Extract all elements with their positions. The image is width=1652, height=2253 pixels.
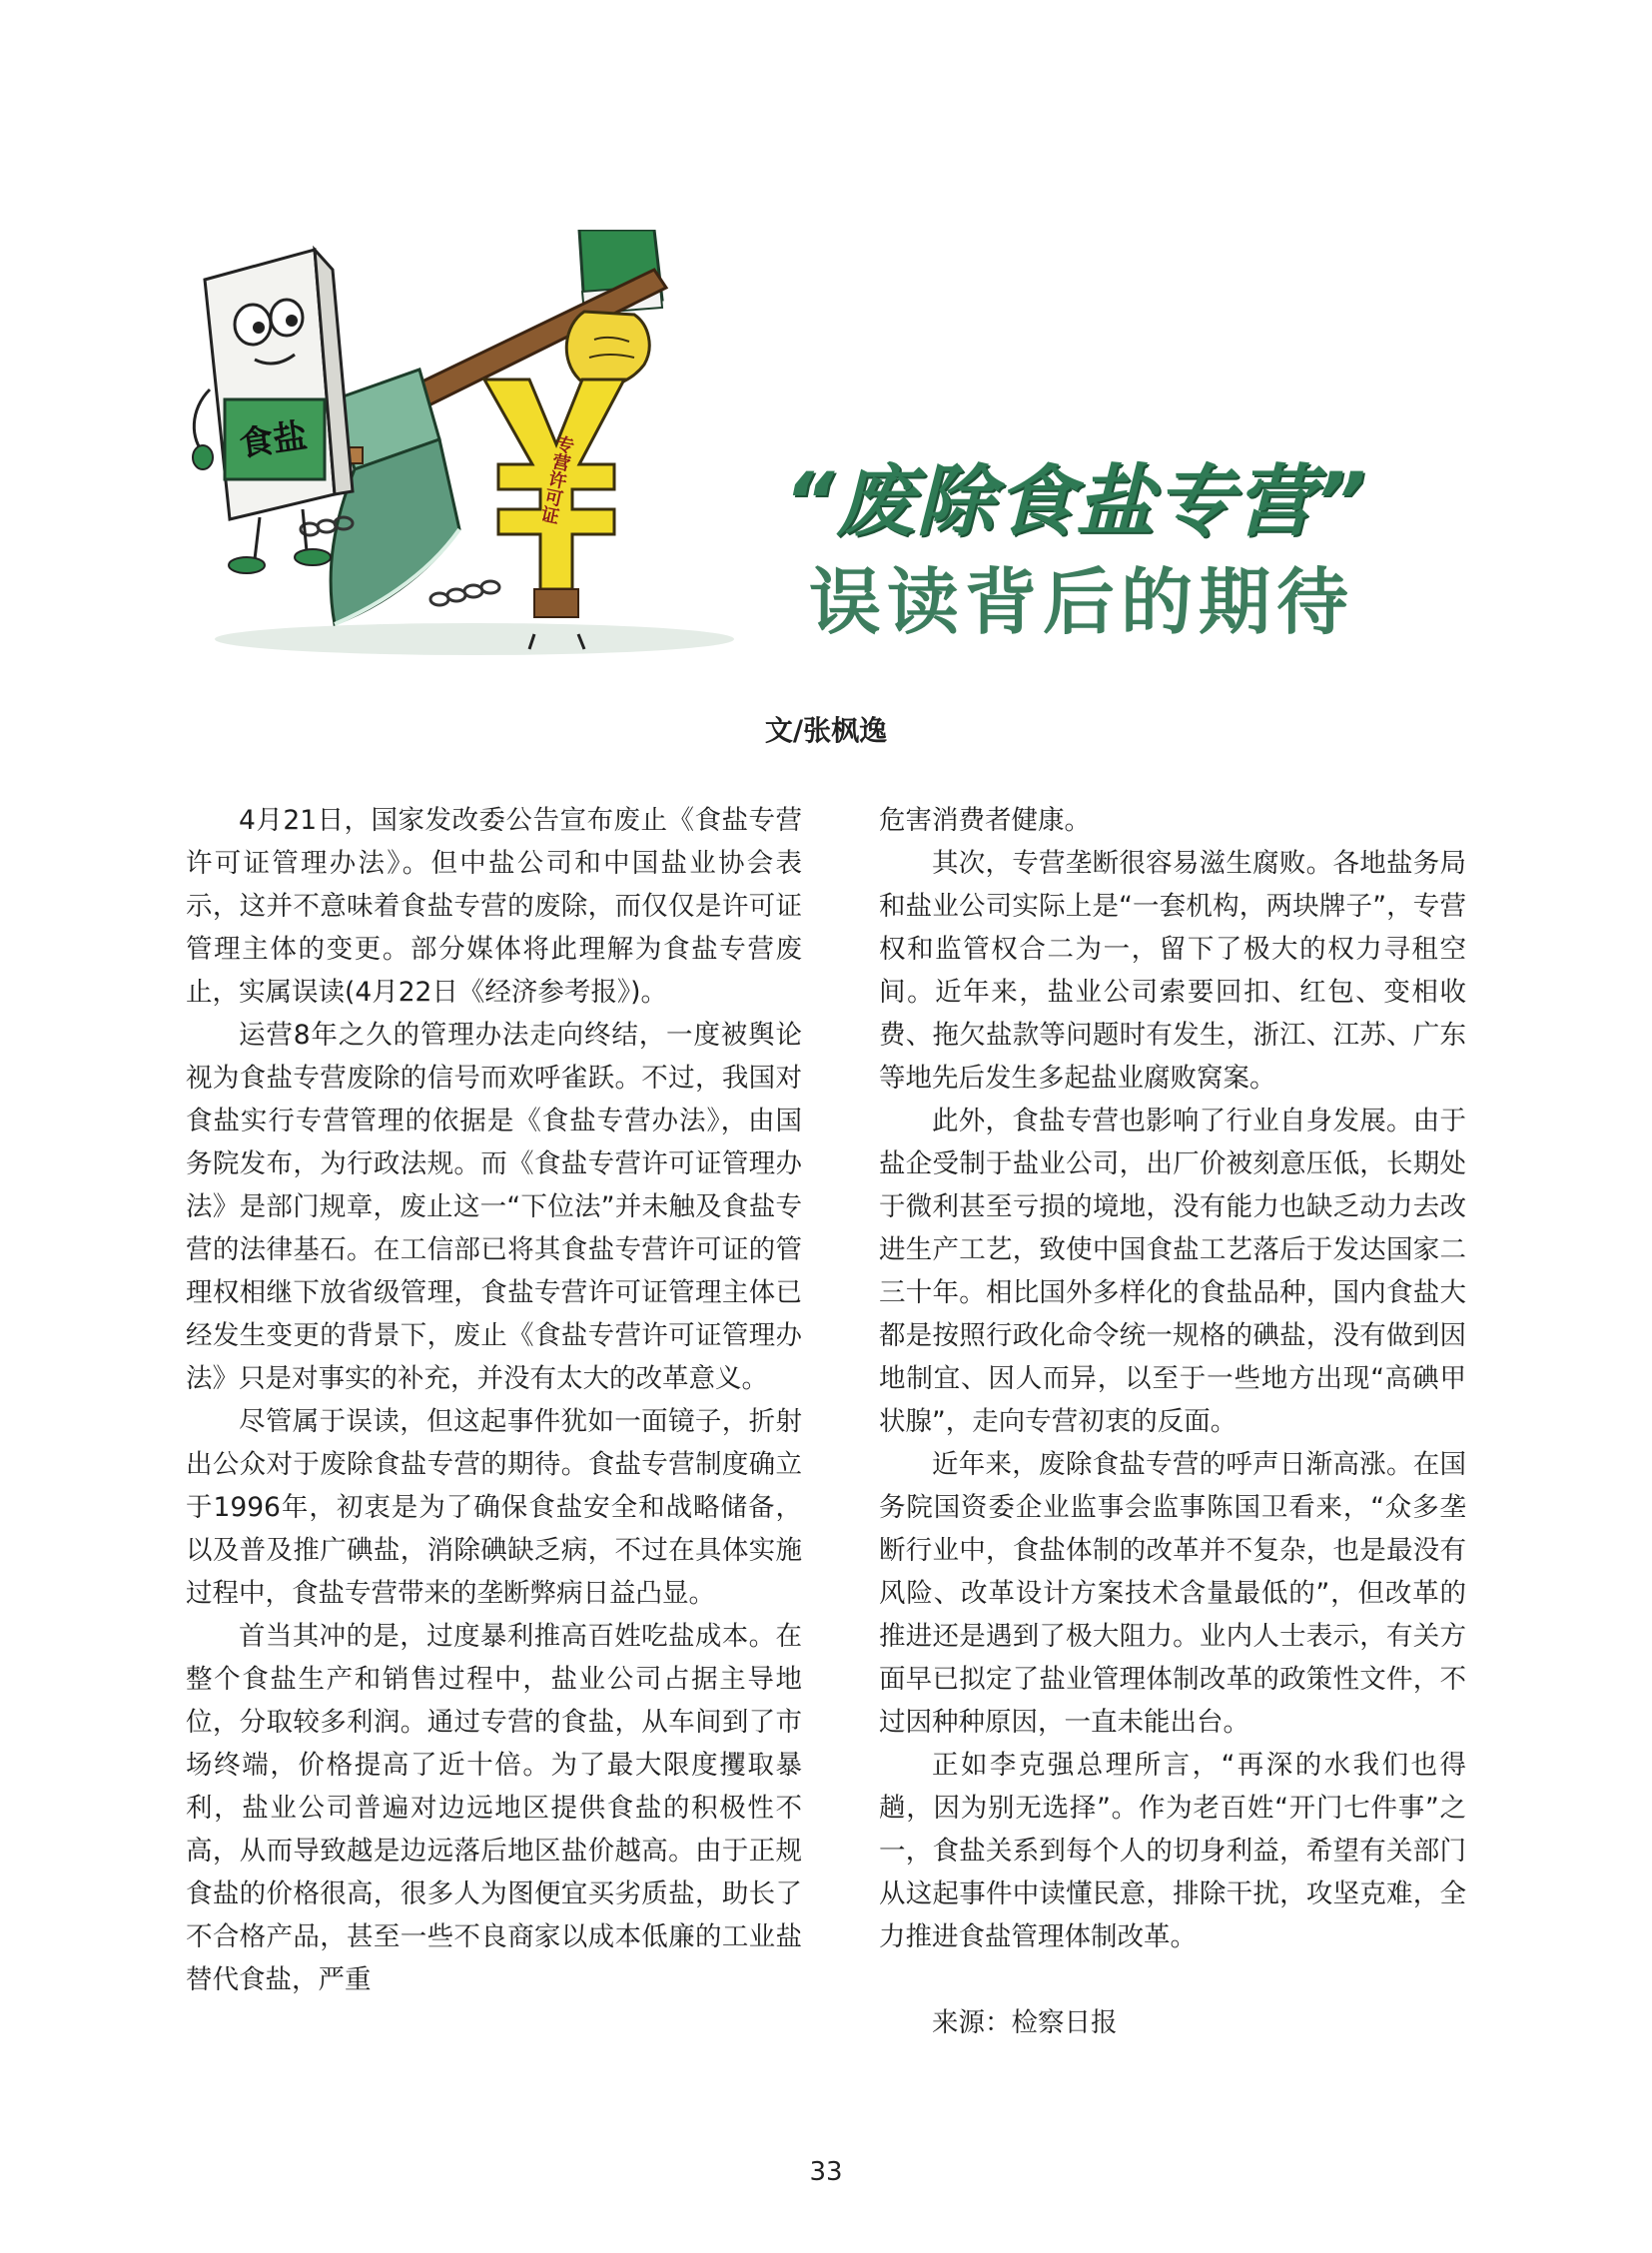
article-title-main: “废除食盐专营” <box>784 457 1368 547</box>
license-label: 专营许可证 <box>536 432 576 526</box>
paragraph: 此外，食盐专营也影响了行业自身发展。由于盐企受制于盐业公司，出厂价被刻意压低，长期处于微利甚至亏损的境地，没有能力也缺乏动力去改进生产工艺，致使中国食盐工艺落后于发达国家二三十年。相比国外多样化的食盐品种，国内食盐大都是按照行政化命令统一规格的碘盐，没有做到因地制宜、因人而异，以至于一些地方出现“高碘甲状腺”，走向专营初衷的反面。 <box>879 1106 1466 1437</box>
paragraph: 尽管属于误读，但这起事件犹如一面镜子，折射出公众对于废除食盐专营的期待。食盐专营制度确立于1996年，初衷是为了确保食盐安全和战略储备，以及普及推广碘盐，消除碘缺乏病，不过在具体实施过程中，食盐专营带来的垄断弊病日益凸显。 <box>186 1406 802 1609</box>
ground-shadow <box>215 623 734 655</box>
salt-bag-label: 食盐 <box>237 415 310 465</box>
axe-head <box>331 370 459 624</box>
paragraph: 4月21日，国家发改委公告宣布废止《食盐专营许可证管理办法》。但中盐公司和中国盐业协会表示，这并不意味着食盐专营的废除，而仅仅是许可证管理主体的变更。部分媒体将此理解为食盐专营废止，实属误读(4月22日《经济参考报》)。 <box>186 805 802 1008</box>
paragraph: 运营8年之久的管理办法走向终结，一度被舆论视为食盐专营废除的信号而欢呼雀跃。不过，我国对食盐实行专营管理的依据是《食盐专营办法》，由国务院发布，为行政法规。而《食盐专营许可证管理办法》是部门规章，废止这一“下位法”并未触及食盐专营的法律基石。在工信部已将其食盐专营许可证的管理权相继下放省级管理，食盐专营许可证管理主体已经发生变更的背景下，废止《食盐专营许可证管理办法》只是对事实的补充，并没有太大的改革意义。 <box>186 1020 802 1394</box>
left-column <box>186 799 802 2001</box>
salt-bag-character <box>193 250 353 573</box>
paragraph-continued: 危害消费者健康。 <box>879 805 1091 836</box>
page-number: 33 <box>809 2157 843 2187</box>
paragraph: 首当其冲的是，过度暴利推高百姓吃盐成本。在整个食盐生产和销售过程中，盐业公司占据主导地位，分取较多利润。通过专营的食盐，从车间到了市场终端，价格提高了近十倍。为了最大限度攫取暴利，盐业公司普遍对边远地区提供食盐的积极性不高，从而导致越是边远落后地区盐价越高。由于正规食盐的价格很高，很多人为图便宜买劣质盐，助长了不合格产品，甚至一些不良商家以成本低廉的工业盐替代食盐，严重 <box>186 1621 802 1995</box>
paragraph: 近年来，废除食盐专营的呼声日渐高涨。在国务院国资委企业监事会监事陈国卫看来，“众多垄断行业中，食盐体制的改革并不复杂，也是最没有风险、改革设计方案技术含量最低的”，但改革的推进还是遇到了极大阻力。业内人士表示，有关方面早已拟定了盐业管理体制改革的政策性文件，不过因种种原因，一直未能出台。 <box>879 1449 1466 1738</box>
paragraph: 正如李克强总理所言，“再深的水我们也得趟，因为别无选择”。作为老百姓“开门七件事”之一，食盐关系到每个人的切身利益，希望有关部门从这起事件中读懂民意，排除干扰，攻坚克难，全力推进食盐管理体制改革。 <box>879 1750 1466 1952</box>
salt-monopoly-illustration <box>185 230 744 659</box>
author-byline: 文/张枫逸 <box>764 714 888 747</box>
source-credit: 来源：检察日报 <box>932 2007 1118 2038</box>
right-column <box>879 799 1466 2044</box>
article-title-sub: 误读背后的期待 <box>809 559 1355 644</box>
paragraph: 其次，专营垄断很容易滋生腐败。各地盐务局和盐业公司实际上是“一套机构，两块牌子”，专营权和监管权合二为一，留下了极大的权力寻租空间。近年来，盐业公司索要回扣、红包、变相收费、拖欠盐款等问题时有发生，浙江、江苏、广东等地先后发生多起盐业腐败窝案。 <box>879 848 1466 1094</box>
cartoon-svg <box>185 230 744 659</box>
gripping-hand <box>566 312 649 386</box>
